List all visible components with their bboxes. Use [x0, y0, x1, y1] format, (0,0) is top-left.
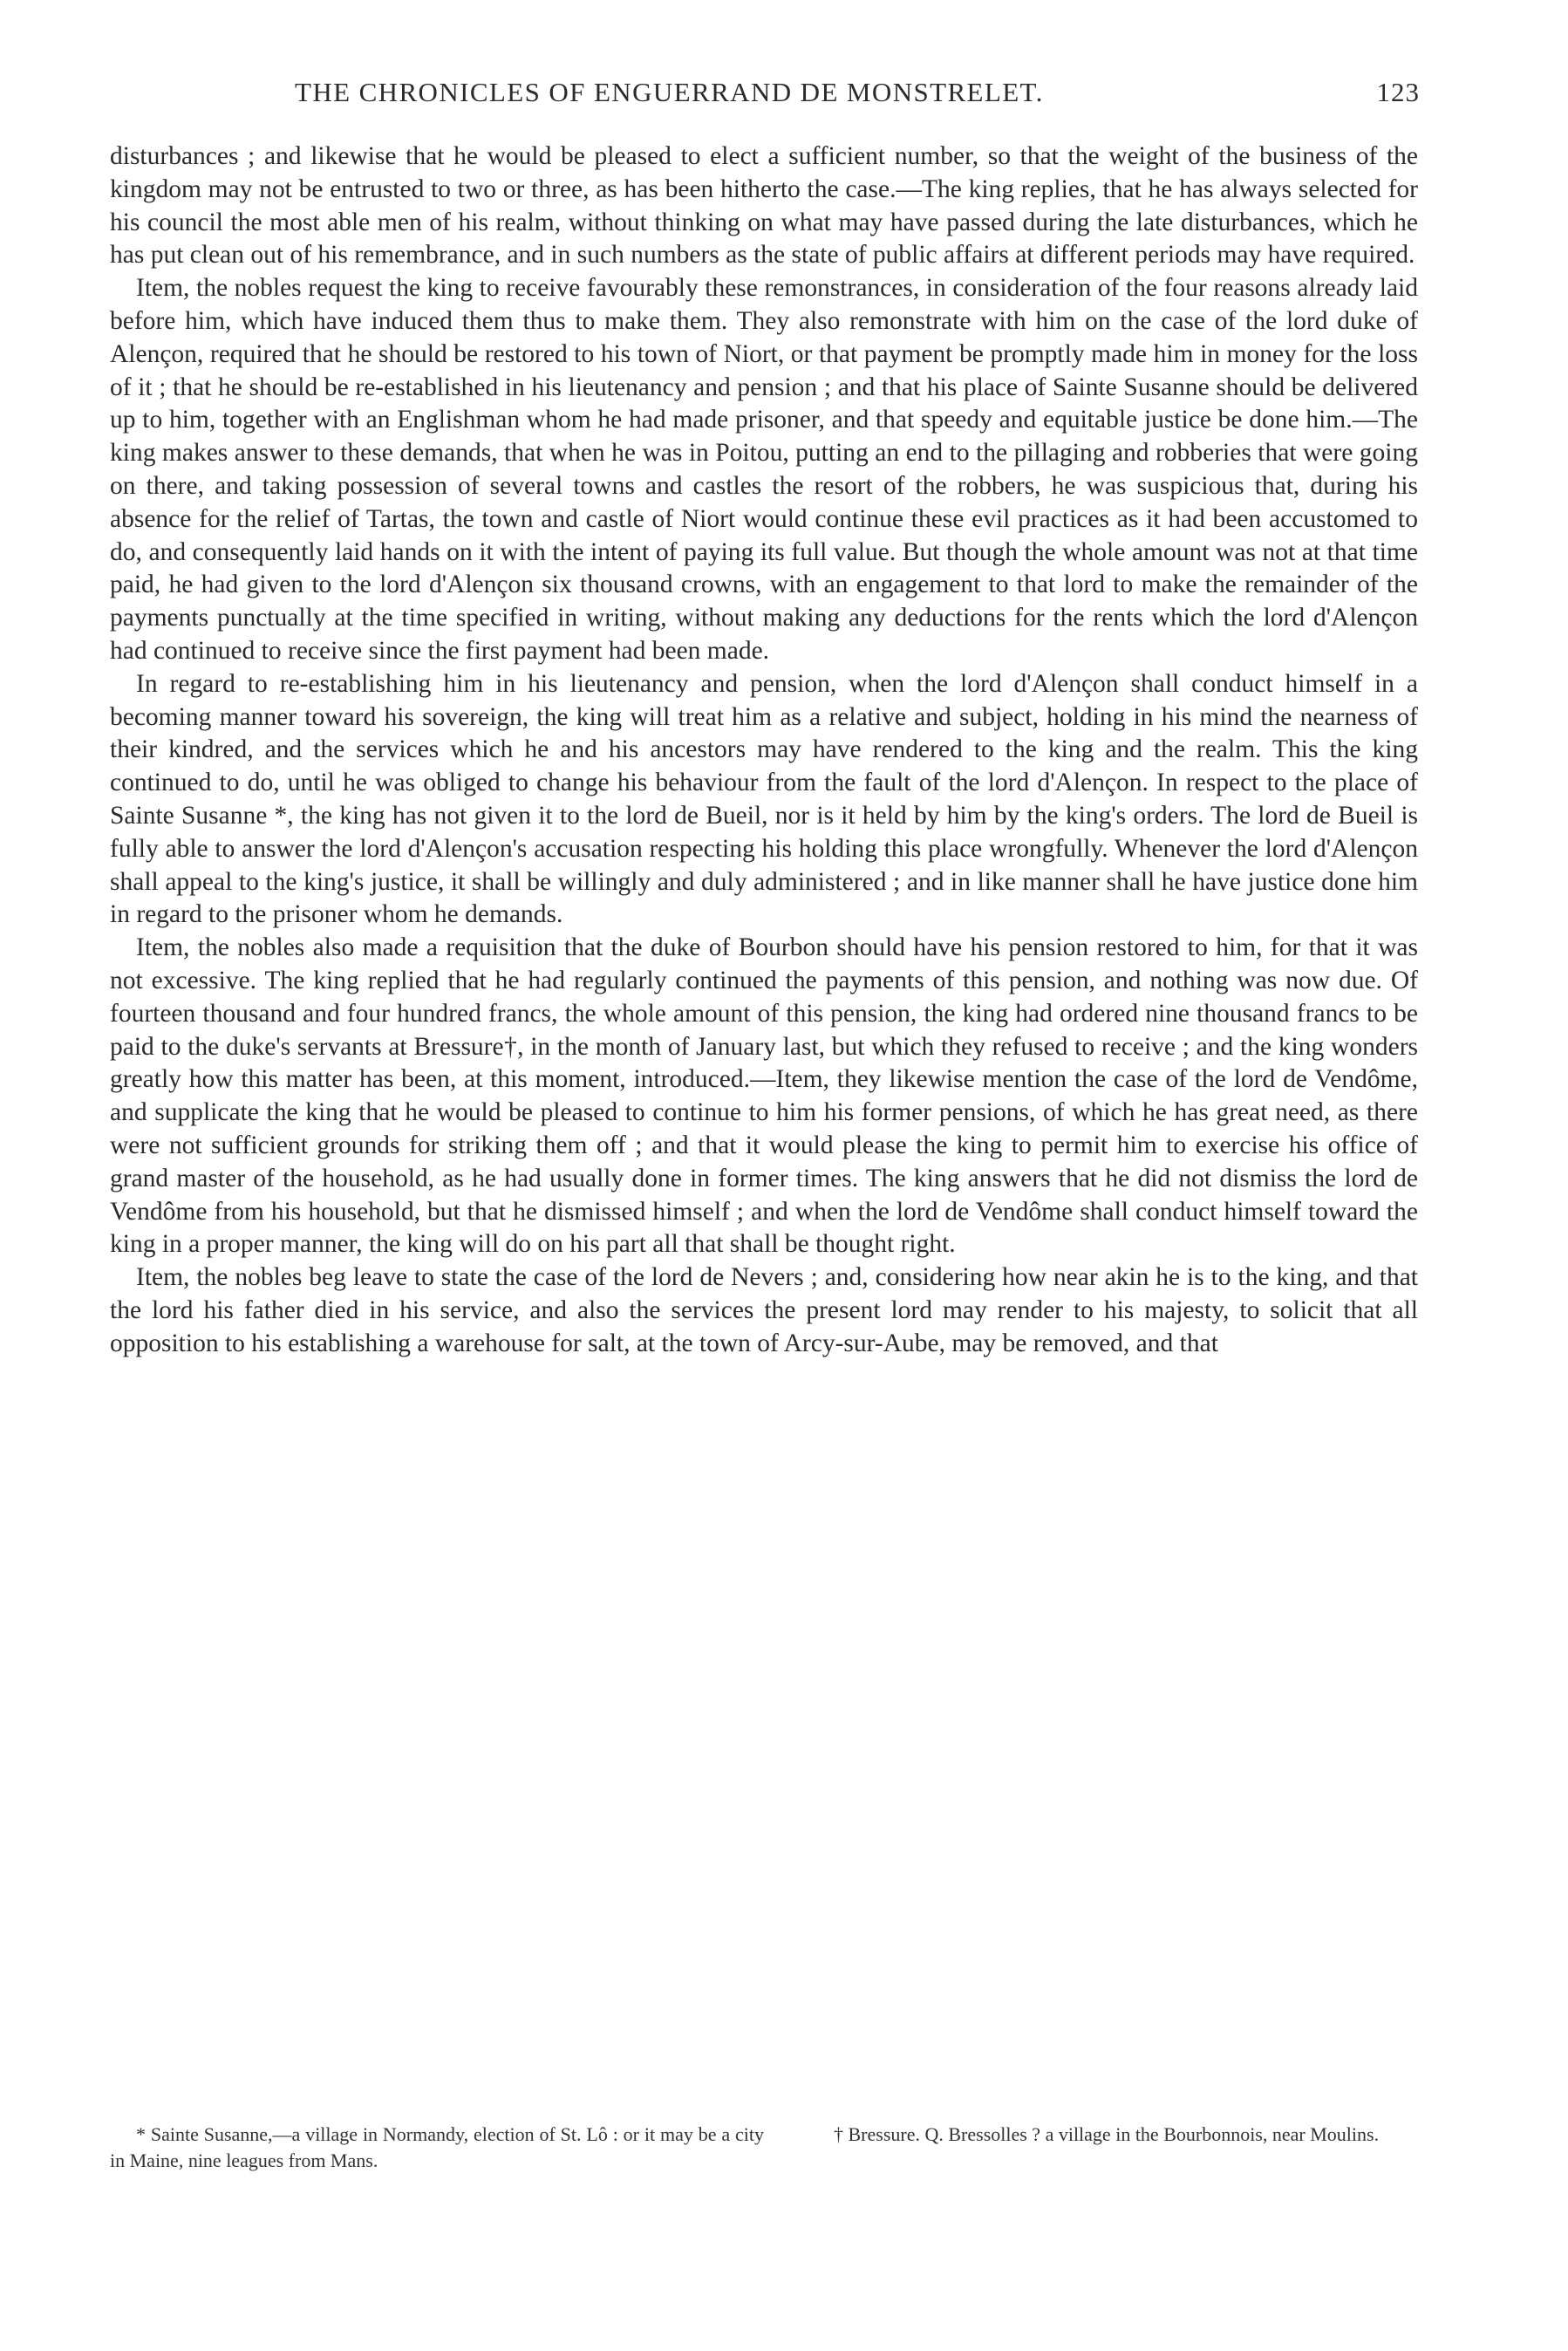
footnote-sainte-susanne: * Sainte Susanne,—a village in Normandy, election of St. Lô : or it may be a city in Maine, nine leagues from Mans.: [110, 2123, 764, 2171]
paragraph: Item, the nobles also made a requisition that the duke of Bourbon should have his pension restored to him, for that it was not excessive. The king replied that he had regularly continued the payments of this pension, and nothing was now due. Of fourteen thousand and four hundred francs, the whole amount of this pension, the king had ordered nine thousand francs to be paid to the duke's servants at Bressure†, in the month of January last, but which they refused to receive ; and the king wonders greatly how this matter has been, at this moment, introduced.—Item, they likewise mention the case of the lord de Vendôme, and supplicate the king that he would be pleased to continue to him his former pensions, of which he has great need, as there were not sufficient grounds for striking them off ; and that it would please the king to permit him to exercise his office of grand master of the household, as he had usually done in former times. The king answers that he did not dismiss the lord de Vendôme from his household, but that he dismissed himself ; and when the lord de Vendôme shall conduct himself toward the king in a proper manner, the king will do on his part all that shall be thought right.: [110, 933, 1418, 1259]
paragraph: Item, the nobles request the king to receive favourably these remonstrances, in consideration of the four reasons already laid before him, which have induced them thus to make them. They also remonstrate with him on the case of the lord duke of Alençon, required that he should be restored to his town of Niort, or that payment be promptly made him in money for the loss of it ; that he should be re-established in his lieutenancy and pension ; and that his place of Sainte Susanne should be delivered up to him, together with an Englishman whom he had made prisoner, and that speedy and equitable justice be done him.—The king makes answer to these demands, that when he was in Poitou, putting an end to the pillaging and robberies that were going on there, and taking possession of several towns and castles the resort of the robbers, he was suspicious that, during his absence for the relief of Tartas, the town and castle of Niort would continue these evil practices as it had been accustomed to do, and consequently laid hands on it with the intent of paying its full value. But though the whole amount was not at that time paid, he had given to the lord d'Alençon six thousand crowns, with an engagement to that lord to make the remainder of the payments punctually at the time specified in writing, without making any deductions for the rents which the lord d'Alençon had continued to receive since the first payment had been made.: [110, 274, 1418, 665]
page-number: 123: [1376, 77, 1420, 107]
paragraph: disturbances ; and likewise that he would be pleased to elect a sufficient number, so that the weight of the business of the kingdom may not be entrusted to two or three, as has been hitherto the case.—The king replies, that he has always selected for his council the most able men of his realm, without thinking on what may have passed during the late disturbances, which he has put clean out of his remembrance, and in such numbers as the state of public affairs at different periods may have required.: [110, 142, 1418, 270]
paragraph: In regard to re-establishing him in his lieutenancy and pension, when the lord d'Alençon shall conduct himself in a becoming manner toward his sovereign, the king will treat him as a relative and subject, holding in his mind the nearness of their kindred, and the services which he and his ancestors may have rendered to the king and the realm. This the king continued to do, until he was obliged to change his behaviour from the fault of the lord d'Alençon. In respect to the place of Sainte Susanne *, the king has not given it to the lord de Bueil, nor is it held by him by the king's orders. The lord de Bueil is fully able to answer the lord d'Alençon's accusation respecting his holding this place wrongfully. Whenever the lord d'Alençon shall appeal to the king's justice, it shall be willingly and duly administered ; and in like manner shall he have justice done him in regard to the prisoner whom he demands.: [110, 669, 1418, 929]
body-text: [110, 140, 1418, 1360]
footnote-bressure: † Bressure. Q. Bressolles ? a village in the Bourbonnois, near Moulins.: [834, 2123, 1380, 2145]
paragraph: Item, the nobles beg leave to state the case of the lord de Nevers ; and, considering how near akin he is to the king, and that the lord his father died in his service, and also the services the present lord may render to his majesty, to solicit that all opposition to his establishing a warehouse for salt, at the town of Arcy-sur-Aube, may be removed, and that: [110, 1263, 1418, 1357]
running-head: [110, 75, 1420, 110]
running-title: THE CHRONICLES OF ENGUERRAND DE MONSTRELET.: [295, 77, 1044, 107]
